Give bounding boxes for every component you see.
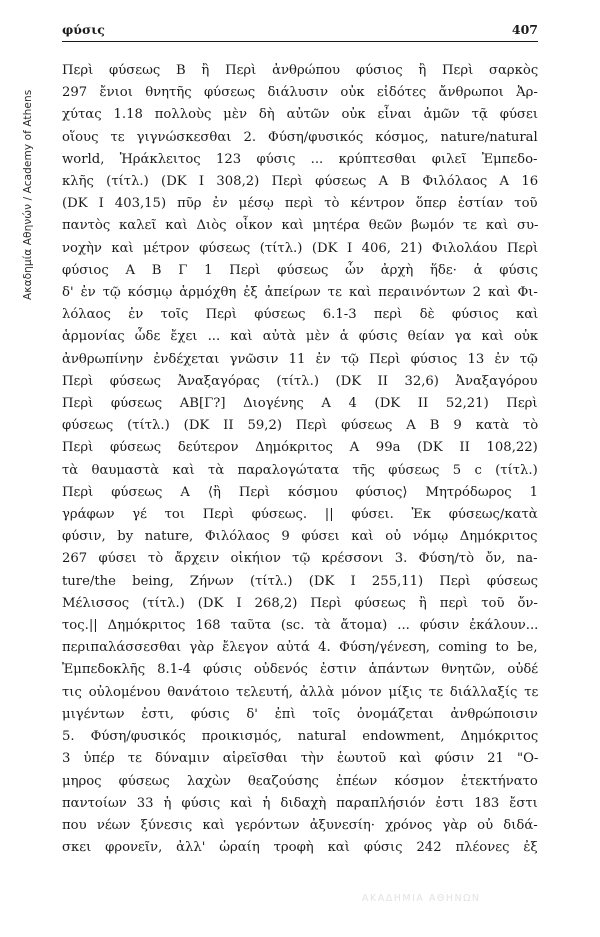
text-line: τις οὐλομένου θανάτοιο τελευτή, ἀλλὰ μόνον μίξις τε διάλλαξίς τε (62, 684, 538, 700)
text-line: Ἐμπεδοκλῆς 8.1-4 φύσις οὐδενός ἐστιν ἁπάντων θνητῶν, οὐδέ (62, 662, 538, 678)
text-line: Περὶ φύσεως AB[Γ?] Διογένης A 4 (DK II 52,21) Περὶ (62, 396, 538, 412)
body-text (62, 60, 538, 859)
page-number: 407 (511, 22, 538, 37)
text-line: Περὶ φύσεως B ἢ Περὶ ἀνθρώπου φύσιος ἢ Περὶ σαρκὸς (62, 63, 538, 78)
text-line: μιγέντων ἐστι, φύσις δ' ἐπὶ τοῖς ὀνομάζεται ἀνθρώποισιν (62, 706, 538, 722)
text-line: 297 ἔνιοι θνητῆς φύσεως διάλυσιν οὐκ εἰδότες ἄνθρωποι Ἀρ- (62, 85, 538, 101)
text-line: Περὶ φύσεως δεύτερον Δημόκριτος A 99a (DK II 108,22) (62, 440, 538, 456)
text-line: χύτας 1.18 πολλοὺς μὲν δὴ αὐτῶν οὐκ εἶναι ἀμῶν τᾷ φύσει (62, 107, 538, 123)
text-line: τὰ θαυμαστὰ καὶ τὰ παραλογώτατα τῆς φύσεως 5 c (τίτλ.) (62, 462, 538, 478)
text-line: νοχὴν καὶ μέτρον φύσεως (τίτλ.) (DK I 406, 21) Φιλολάου Περὶ (62, 240, 538, 256)
text-line: Περὶ φύσεως A ⟨ἢ Περὶ κόσμου φύσιος⟩ Μητρόδωρος 1 (62, 484, 538, 500)
text-line: ἁρμονίας ὧδε ἔχει ... καὶ αὐτὰ μὲν ἁ φύσις θείαν γα καὶ οὐκ (62, 329, 538, 345)
text-line: δ' ἐν τῷ κόσμῳ ἁρμόχθη ἐξ ἀπείρων τε καὶ περαινόντων 2 καὶ Φι- (62, 285, 538, 301)
text-line: παντὸς καλεῖ καὶ Διὸς οἶκον καὶ μητέρα θεῶν βωμόν τε καὶ συ- (62, 218, 538, 234)
text-line: οἵους τε γιγνώσκεσθαι 2. Φύση/φυσικός κόσμος, nature/natural (62, 129, 538, 145)
text-line: 3 ὑπέρ τε δύναμιν αἱρεῖσθαι τὴν ἑωυτοῦ καὶ φύσιν 21 "Ο- (62, 751, 538, 767)
text-line: παντοίων 33 ἡ φύσις καὶ ἡ διδαχὴ παραπλήσιόν ἐστι 183 ἔστι (62, 795, 538, 811)
text-line: λόλαος ἐν τοῖς Περὶ φύσεως 6.1-3 περὶ δὲ φύσιος καὶ (62, 307, 538, 323)
side-watermark: Ακαδημία Αθηνών / Academy of Athens (22, 89, 34, 300)
text-line: που νέων ξύνεσις καὶ γερόντων ἀξυνεσίη· χρόνος γὰρ οὐ διδά- (62, 817, 538, 833)
running-header (62, 22, 538, 42)
text-line: ture/the being, Ζήνων (τίτλ.) (DK I 255,11) Περὶ φύσεως (62, 573, 538, 589)
text-line: ἀνθρωπίνην ἐνδέχεται γνῶσιν 11 ἐν τῷ Περὶ φύσιος 13 ἐν τῷ (62, 351, 538, 367)
bottom-watermark: ΑΚΑΔΗΜΙΑ ΑΘΗΝΩΝ (362, 893, 481, 904)
text-line: κλῆς (τίτλ.) (DK I 308,2) Περὶ φύσεως A B Φιλόλαος A 16 (62, 174, 538, 190)
text-line: φύσεως (τίτλ.) (DK II 59,2) Περὶ φύσεως A B 9 κατὰ τὸ (62, 418, 538, 434)
text-line: Μέλισσος (τίτλ.) (DK I 268,2) Περὶ φύσεως ἢ περὶ τοῦ ὄν- (62, 595, 538, 611)
text-line: world, Ἡράκλειτος 123 φύσις ... κρύπτεσθαι φιλεῖ Ἐμπεδο- (62, 151, 538, 167)
text-line: Περὶ φύσεως Ἀναξαγόρας (τίτλ.) (DK II 32,6) Ἀναξαγόρου (62, 373, 538, 389)
text-line: περιπαλάσσεσθαι γὰρ ἔλεγον αὐτά 4. Φύση/γένεση, coming to be, (62, 640, 538, 656)
header-title: φύσις (62, 22, 105, 37)
text-line: (DK I 403,15) πῦρ ἐν μέσῳ περὶ τὸ κέντρον ὅπερ ἑστίαν τοῦ (62, 196, 538, 212)
text-line: γράφων γέ τοι Περὶ φύσεως. || φύσει. Ἐκ φύσεως/κατὰ (62, 507, 538, 523)
text-line: φύσιν, by nature, Φιλόλαος 9 φύσει καὶ οὐ νόμῳ Δημόκριτος (62, 529, 538, 545)
text-line: 267 φύσει τὸ ἄρχειν οἰκήιον τῷ κρέσσονι 3. Φύση/τὸ ὄν, na- (62, 551, 538, 567)
text-line: μηρος φύσεως λαχὼν θεαζούσης ἐπέων κόσμον ἐτεκτήνατο (62, 773, 538, 789)
text-line: τος.|| Δημόκριτος 168 ταῦτα (sc. τὰ ἄτομα) ... φύσιν ἐκάλουν... (62, 618, 538, 634)
text-line: σκει φρονεῖν, ἀλλ' ὡραίη τροφὴ καὶ φύσις 242 πλέονες ἐξ (62, 840, 538, 856)
document-page (62, 22, 538, 859)
text-line: 5. Φύση/φυσικός προικισμός, natural endowment, Δημόκριτος (62, 729, 538, 745)
text-line: φύσιος A B Γ 1 Περὶ φύσεως ὧν ἀρχὴ ἥδε· ἁ φύσις (62, 262, 538, 278)
